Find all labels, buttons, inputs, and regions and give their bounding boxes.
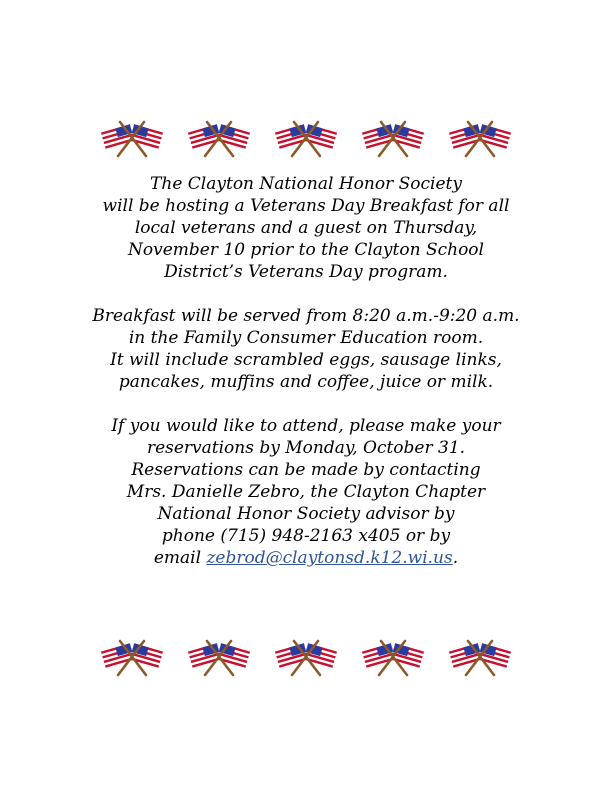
crossed-flags-icon — [185, 637, 253, 677]
text-line: It will include scrambled eggs, sausage links, — [110, 350, 502, 370]
email-line — [0, 547, 612, 569]
breakfast-details-paragraph — [0, 305, 612, 393]
text-line: District’s Veterans Day program. — [164, 262, 448, 282]
text-line: November 10 prior to the Clayton School — [128, 240, 484, 260]
email-prefix: email — [153, 548, 207, 568]
email-suffix: . — [452, 548, 459, 568]
text-line: phone (715) 948-2163 x405 or by — [161, 526, 451, 546]
crossed-flags-icon — [359, 637, 427, 677]
bottom-flag-border — [0, 637, 612, 677]
crossed-flags-icon — [272, 118, 340, 158]
crossed-flags-icon — [98, 637, 166, 677]
announcement-paragraph — [0, 173, 612, 283]
text-line: local veterans and a guest on Thursday, — [134, 218, 478, 238]
text-line: Mrs. Danielle Zebro, the Clayton Chapter — [126, 482, 486, 502]
crossed-flags-icon — [272, 637, 340, 677]
text-line: If you would like to attend, please make your — [111, 416, 501, 436]
email-link[interactable]: zebrod@claytonsd.k12.wi.us — [206, 548, 453, 568]
crossed-flags-icon — [446, 118, 514, 158]
crossed-flags-icon — [446, 637, 514, 677]
crossed-flags-icon — [185, 118, 253, 158]
text-line: pancakes, muffins and coffee, juice or milk. — [118, 372, 494, 392]
text-line: in the Family Consumer Education room. — [128, 328, 484, 348]
text-line: Breakfast will be served from 8:20 a.m.-9:20 a.m. — [92, 306, 520, 326]
text-line: National Honor Society advisor by — [157, 504, 455, 524]
text-line: Reservations can be made by contacting — [131, 460, 481, 480]
text-line: The Clayton National Honor Society — [150, 174, 462, 194]
crossed-flags-icon — [98, 118, 166, 158]
top-flag-border — [0, 118, 612, 158]
crossed-flags-icon — [359, 118, 427, 158]
text-line: reservations by Monday, October 31. — [146, 438, 466, 458]
reservation-paragraph — [0, 415, 612, 569]
text-line: will be hosting a Veterans Day Breakfast for all — [102, 196, 510, 216]
flyer-body — [0, 173, 612, 569]
